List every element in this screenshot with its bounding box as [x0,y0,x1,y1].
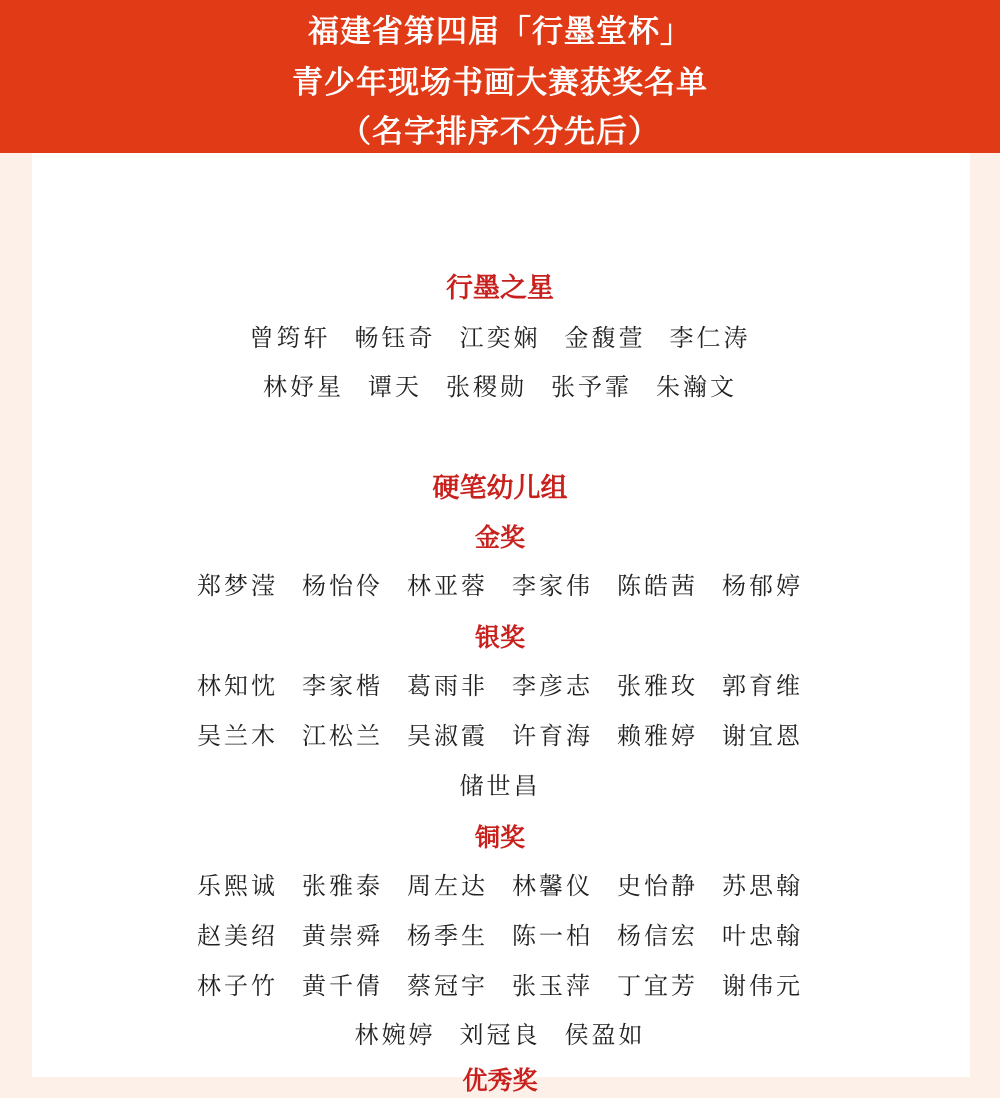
next-award-title: 优秀奖 [462,1066,538,1095]
winner-name: 朱瀚文 [656,373,737,401]
award-title-bronze: 铜奖 [474,823,525,852]
name-row [0,870,1000,902]
section-title-group: 硬笔幼儿组 [432,473,568,504]
title-note: （名字排序不分先后） [340,114,660,150]
winner-name: 李彦志 [512,672,593,700]
winner-name: 曾筠轩 [249,324,331,352]
winner-name: 林婉婷 [354,1021,436,1049]
winner-name: 林妤星 [263,373,344,401]
name-row [0,720,1000,752]
winner-name: 赖雅婷 [617,722,698,750]
winner-name: 江松兰 [302,722,383,750]
winner-name: 赵美绍 [197,922,278,950]
winner-name: 陈一柏 [512,922,593,950]
winner-name: 刘冠良 [459,1021,541,1049]
winner-name: 金馥萱 [564,324,646,352]
winner-name: 谢宜恩 [722,722,803,750]
winner-name: 杨信宏 [617,922,698,950]
name-row [0,670,1000,702]
winner-name: 杨郁婷 [722,572,803,600]
title-line-2: 青少年现场书画大赛获奖名单 [292,65,708,101]
winner-name: 林馨仪 [512,872,593,900]
winner-name: 张雅玫 [617,672,698,700]
winner-name: 郑梦滢 [197,572,278,600]
winner-name: 张予霏 [551,373,632,401]
winner-name: 郭育维 [722,672,803,700]
winner-name: 叶忠翰 [722,922,803,950]
winner-name: 黄崇舜 [302,922,383,950]
winner-name: 林知忱 [197,672,278,700]
winner-name: 丁宜芳 [617,972,698,1000]
winner-name: 蔡冠宇 [407,972,488,1000]
winner-name: 李家伟 [512,572,593,600]
winner-name: 史怡静 [617,872,698,900]
award-title-gold: 金奖 [474,523,525,552]
winner-name: 吴兰木 [197,722,278,750]
winner-name: 杨怡伶 [302,572,383,600]
winner-name: 陈皓茜 [617,572,698,600]
name-row [0,371,1000,403]
winner-name: 乐熙诚 [197,872,278,900]
section-title-star: 行墨之星 [446,273,554,304]
winner-name: 李家楷 [302,672,383,700]
name-row [0,322,1000,354]
winner-name: 畅钰奇 [354,324,436,352]
winner-name: 侯盈如 [564,1021,646,1049]
winner-name: 江奕娴 [459,324,541,352]
next-award-title-clipped [0,1064,1000,1095]
winner-name: 杨季生 [407,922,488,950]
winner-name: 林子竹 [197,972,278,1000]
title-line-1: 福建省第四届「行墨堂杯」 [308,14,692,50]
winner-name: 林亚蓉 [407,572,488,600]
winner-name: 吴淑霞 [407,722,488,750]
name-row [0,570,1000,602]
award-title-silver: 银奖 [474,623,525,652]
winner-name: 张雅泰 [302,872,383,900]
winner-name: 储世昌 [459,772,541,800]
name-row [0,1019,1000,1051]
name-row [0,920,1000,952]
winner-name: 李仁涛 [669,324,751,352]
winner-name: 谭天 [368,373,422,401]
name-row [0,970,1000,1002]
title-banner [0,0,1000,153]
winner-name: 苏思翰 [722,872,803,900]
winner-name: 周左达 [407,872,488,900]
winner-name: 张玉萍 [512,972,593,1000]
winner-name: 葛雨非 [407,672,488,700]
winner-name: 谢伟元 [722,972,803,1000]
winner-name: 张稷勋 [446,373,527,401]
name-row [0,770,1000,802]
winner-name: 黄千倩 [302,972,383,1000]
winner-name: 许育海 [512,722,593,750]
